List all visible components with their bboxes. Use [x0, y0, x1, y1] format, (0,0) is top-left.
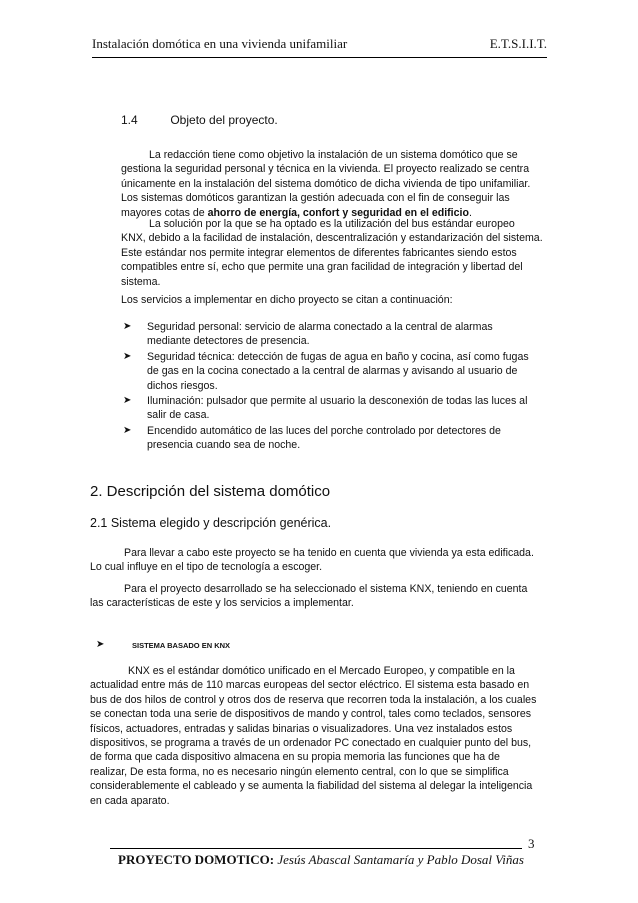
bullet-item: ➤ Seguridad personal: servicio de alarma conectado a la central de alarmas mediante detectores de presencia.	[123, 321, 493, 348]
paragraph-solution	[121, 217, 547, 289]
paragraph-line: sistema.	[121, 275, 161, 288]
paragraph-line: compatibles entre sí, echo que permite una gran facilidad de integración y libertad del	[121, 261, 523, 274]
section-heading-2-1: 2.1 Sistema elegido y descripción genérica.	[90, 516, 332, 530]
paragraph-line: realizar, De esta forma, no es necesario ningún elemento central, con lo que se simplifica	[90, 765, 509, 778]
paragraph-selection	[90, 582, 550, 611]
section-number: 1.4	[121, 113, 138, 127]
school-name: E.T.S.I.I.T.	[489, 36, 547, 51]
arrow-bullet-icon: ➤	[123, 321, 132, 332]
section-title: Objeto del proyecto.	[170, 113, 278, 127]
paragraph-line: gestiona la seguridad personal y técnica en la vivienda. El proyecto realizado se centra	[121, 163, 530, 176]
section-heading-1-4	[121, 113, 278, 127]
emphasis-text: ahorro de energía, confort y seguridad en el edificio	[207, 206, 469, 219]
arrow-bullet-icon: ➤	[123, 425, 132, 436]
bullet-item: ➤ Seguridad técnica: detección de fugas de agua en baño y cocina, así como fugas de gas en la cocina conectado a la central de alarmas y avisando al usuario de dichos riesgos.	[123, 351, 529, 392]
paragraph-line: dispositivos, se programa a través de un ordenador PC conectado en cualquier punto del bus,	[90, 737, 532, 750]
paragraph-line: en cada aparato.	[90, 794, 170, 807]
arrow-bullet-icon: ➤	[123, 395, 132, 406]
paragraph-line: actualidad entre más de 110 marcas europeas del sector eléctrico. El sistema esta basado en	[90, 679, 530, 692]
paragraph-line: mayores cotas de ahorro de energía, confort y seguridad en el edificio.	[121, 206, 472, 219]
footer-label: PROYECTO DOMOTICO:	[118, 852, 275, 867]
paragraph-line: bus de dos hilos de control y otros dos de reserva que recorren toda la instalación, a los cuales	[90, 693, 537, 706]
paragraph-line: La redacción tiene como objetivo la instalación de un sistema domótico que se	[149, 149, 518, 161]
page-footer	[118, 852, 524, 868]
paragraph-line: Este estándar nos permite integrar elementos de diferentes fabricantes siendo estos	[121, 246, 517, 259]
paragraph-building	[90, 546, 550, 575]
paragraph-knx-description	[90, 664, 550, 808]
document-title: Instalación domótica en una vivienda unifamiliar	[92, 36, 348, 51]
paragraph-line: Para el proyecto desarrollado se ha seleccionado el sistema KNX, teniendo en cuenta	[124, 583, 528, 595]
paragraph-line: considerablemente el cableado y se aumenta la fiabilidad del sistema al delegar la inteligencia	[90, 780, 533, 793]
footer-rule	[110, 848, 522, 849]
paragraph-line: La solución por la que se ha optado es la utilización del bus estándar europeo	[149, 218, 515, 230]
paragraph-objective	[121, 148, 547, 220]
page-number: 3	[528, 836, 535, 851]
paragraph-line: Para llevar a cabo este proyecto se ha tenido en cuenta que vivienda ya esta edificada.	[124, 547, 534, 559]
knx-heading-text: SISTEMA BASADO EN KNX	[132, 641, 231, 650]
arrow-bullet-icon: ➤	[96, 639, 105, 650]
paragraph-line: KNX, debido a la facilidad de instalación, descentralización y estandarización del sistema.	[121, 232, 543, 245]
paragraph-line: Los sistemas domóticos garantizan la gestión adecuada con el fin de conseguir las	[121, 192, 510, 205]
paragraph-line: Lo cual influye en el tipo de tecnología a escoger.	[90, 561, 323, 574]
paragraph-line: únicamente en la instalación del sistema domótico de dicha vivienda de tipo unifamiliar.	[121, 177, 531, 190]
header-rule	[92, 57, 547, 58]
bullet-item: ➤ Encendido automático de las luces del porche controlado por detectores de presencia cuando sea de noche.	[123, 425, 501, 452]
paragraph-line: físicos, actuadores, entradas y salidas binarias o visualizadores. Una vez instalados estos	[90, 722, 513, 735]
paragraph-line: de forma que cada dispositivo almacena en su propia memoria las funciones que ha de	[90, 751, 500, 764]
paragraph-services-intro: Los servicios a implementar en dicho proyecto se citan a continuación:	[121, 294, 453, 306]
bullet-item: ➤ Iluminación: pulsador que permite al usuario la desconexión de todas las luces al salir de casa.	[123, 395, 528, 422]
paragraph-line: KNX es el estándar domótico unificado en el Mercado Europeo, y compatible en la	[128, 665, 515, 677]
paragraph-line: las características de este y los servicios a implementar.	[90, 597, 354, 610]
paragraph-line: se conectan toda una serie de dispositivos de mando y control, tales como teclados, sensores	[90, 708, 532, 721]
section-heading-2: 2. Descripción del sistema domótico	[90, 483, 331, 500]
arrow-bullet-icon: ➤	[123, 351, 132, 362]
footer-authors: Jesús Abascal Santamaría y Pablo Dosal Viñas	[277, 852, 524, 867]
